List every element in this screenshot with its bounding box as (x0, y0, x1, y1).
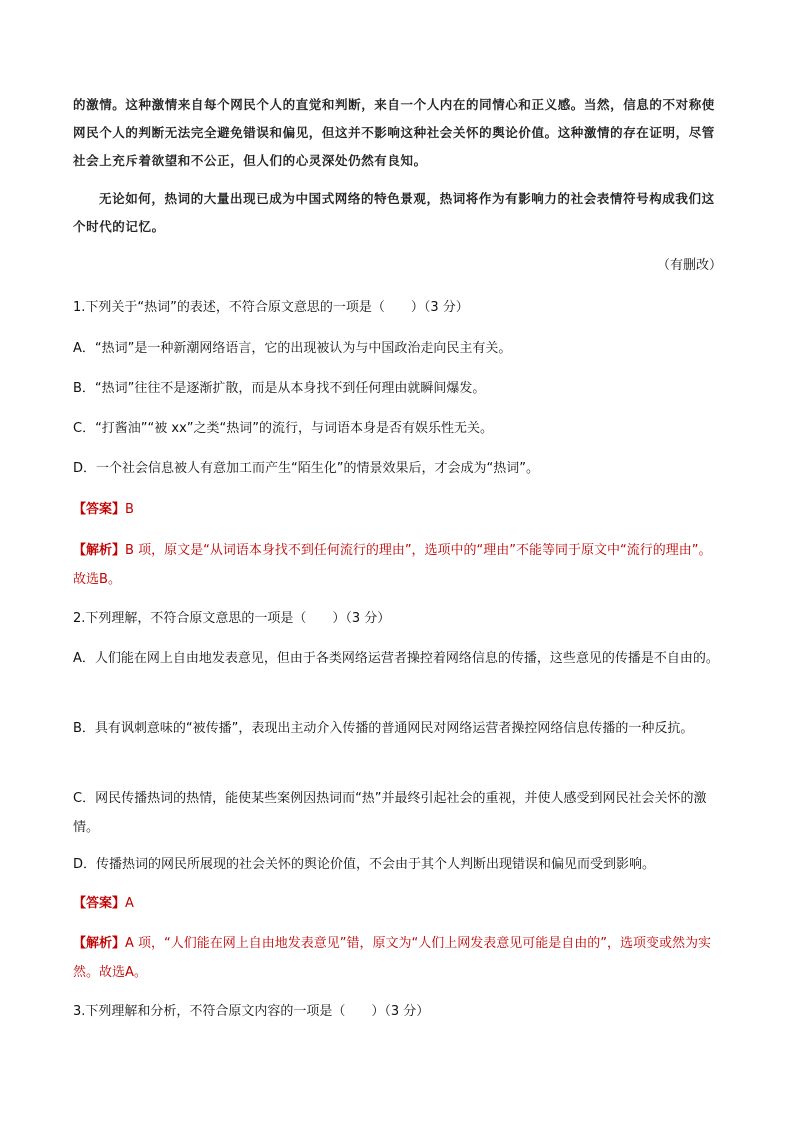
question-1-option-d: D．一个社会信息被人有意加工而产生“陌生化”的情景效果后，才会成为“热词”。 (73, 461, 539, 476)
analysis-end: 。 (133, 965, 147, 980)
question-3-stem: 3.下列理解和分析，不符合原文内容的一项是（ ）（3 分） (73, 1004, 430, 1019)
question-1-option-a: A．“热词”是一种新潮网络语言，它的出现被认为与中国政治走向民主有关。 (73, 341, 512, 356)
question-2-option-c: C．网民传播热词的热情，能使某些案例因热词而“热”并最终引起社会的重视，并使人感受到网民社会关怀的激情。 (73, 791, 707, 835)
question-2-option-d: D．传播热词的网民所展现的社会关怀的舆论价值，不会由于其个人判断出现错误和偏见而受到影响。 (73, 857, 656, 872)
question-1-option-b: B．“热词”往往不是逐渐扩散，而是从本身找不到任何理由就瞬间爆发。 (73, 381, 486, 396)
answer-tag: 【答案】 (73, 896, 126, 911)
question-2-answer (73, 894, 723, 914)
analysis-tag: 【解析】 (73, 936, 126, 951)
question-1-answer (73, 500, 723, 520)
question-2-analysis (73, 929, 723, 987)
answer-tag: 【答案】 (73, 502, 126, 517)
answer-value: A (125, 896, 134, 911)
source-note: （有删改） (656, 258, 722, 273)
question-2-stem: 2.下列理解，不符合原文意思的一项是（ ）（3 分） (73, 611, 391, 626)
passage-paragraph-1: 的激情。这种激情来自每个网民个人的直觉和判断，来自一个人内在的同情心和正义感。当然，信息的不对称使网民个人的判断无法完全避免错误和偏见，但这并不影响这种社会关怀的舆论价值。这种激情的存在证明，尽管社会上充斥着欲望和不公正，但人们的心灵深处仍然有良知。 (73, 97, 715, 168)
analysis-body: “从词语本身找不到任何流行的理由”，选项中的“理由”不能等同于原文中“流行的理由”。故选 (73, 543, 712, 587)
analysis-choice: B (99, 572, 108, 587)
analysis-tag: 【解析】 (73, 543, 126, 558)
analysis-body: “人们能在网上自由地发表意见”错，原文为“人们上网发表意见可能是自由的”，选项变或然为实然。故选 (73, 936, 711, 980)
question-1-analysis (73, 536, 723, 594)
analysis-end: 。 (107, 572, 121, 587)
question-2-option-a: A．人们能在网上自由地发表意见，但由于各类网络运营者操控着网络信息的传播，这些意见的传播是不自由的。 (73, 651, 719, 666)
question-2-option-b: B．具有讽刺意味的“被传播”，表现出主动介入传播的普通网民对网络运营者操控网络信息传播的一种反抗。 (73, 721, 694, 736)
passage-paragraph-2: 无论如何，热词的大量出现已成为中国式网络的特色景观，热词将作为有影响力的社会表情符号构成我们这个时代的记忆。 (73, 191, 715, 234)
question-1-stem: 1.下列关于“热词”的表述，不符合原文意思的一项是（ ）（3 分） (73, 300, 469, 315)
analysis-choice: A (125, 965, 134, 980)
analysis-lead: B 项，原文是 (125, 543, 204, 558)
question-1-option-c: C．“打酱油”“被 xx”之类“热词”的流行，与词语本身是否有娱乐性无关。 (73, 421, 494, 436)
analysis-lead: A 项， (125, 936, 165, 951)
answer-value: B (125, 502, 134, 517)
